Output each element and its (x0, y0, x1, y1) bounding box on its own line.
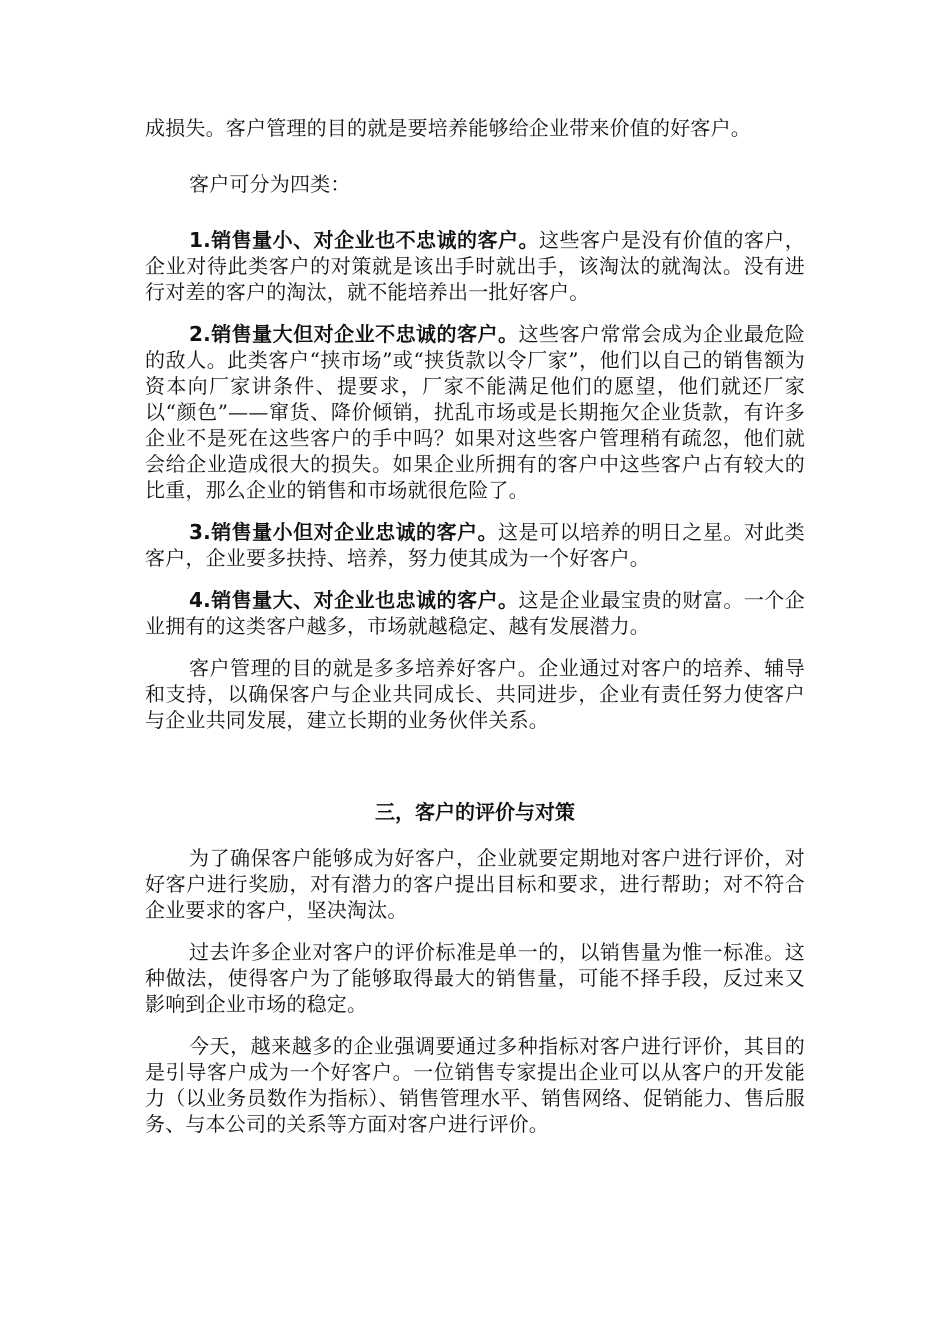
category-lead-4: 4.销售量大、对企业也忠诚的客户。 (189, 588, 519, 612)
paragraph-continuation: 成损失。客户管理的目的就是要培养能够给企业带来价值的好客户。 (145, 116, 751, 140)
category-text-4: 这是企业最宝贵的财富。一个企业拥有的这类客户越多，市场就越稳定、越有发展潜力。 (145, 588, 805, 638)
document-page (145, 115, 805, 1137)
category-lead-1: 1.销售量小、对企业也不忠诚的客户。 (189, 228, 539, 252)
category-text-3: 这是可以培养的明日之星。对此类客户，企业要多扶持、培养，努力使其成为一个好客户。 (145, 520, 805, 570)
section-heading: 三，客户的评价与对策 (375, 800, 575, 824)
category-lead-2: 2.销售量大但对企业不忠诚的客户。 (189, 322, 519, 346)
paragraph-intro: 客户可分为四类： (189, 172, 351, 196)
category-item-4 (145, 587, 805, 639)
category-text-1: 这些客户是没有价值的客户，企业对待此类客户的对策就是该出手时就出手，该淘汰的就淘汰。没有进行对差的客户的淘汰，就不能培养出一批好客户。 (145, 228, 805, 304)
paragraph-summary: 客户管理的目的就是多多培养好客户。企业通过对客户的培养、辅导和支持，以确保客户与企业共同成长、共同进步，企业有责任努力使客户与企业共同发展，建立长期的业务伙伴关系。 (145, 656, 805, 732)
section-paragraph-3: 今天，越来越多的企业强调要通过多种指标对客户进行评价，其目的是引导客户成为一个好客户。一位销售专家提出企业可以从客户的开发能力（以业务员数作为指标）、销售管理水平、销售网络、促销能力、售后服务、与本公司的关系等方面对客户进行评价。 (145, 1034, 805, 1136)
category-item-3 (145, 519, 805, 571)
section-paragraph-1: 为了确保客户能够成为好客户，企业就要定期地对客户进行评价，对好客户进行奖励，对有潜力的客户提出目标和要求，进行帮助；对不符合企业要求的客户，坚决淘汰。 (145, 846, 805, 922)
category-text-2: 这些客户常常会成为企业最危险的敌人。此类客户“挟市场”或“挟货款以令厂家”，他们以自己的销售额为资本向厂家讲条件、提要求，厂家不能满足他们的愿望，他们就还厂家以“颜色”——窜货、降价倾销，扰乱市场或是长期拖欠企业货款，有许多企业不是死在这些客户的手中吗？如果对这些客户管理稍有疏忽，他们就会给企业造成很大的损失。如果企业所拥有的客户中这些客户占有较大的比重，那么企业的销售和市场就很危险了。 (145, 322, 805, 502)
category-item-2 (145, 321, 805, 503)
category-item-1 (145, 227, 805, 305)
section-paragraph-2: 过去许多企业对客户的评价标准是单一的，以销售量为惟一标准。这种做法，使得客户为了能够取得最大的销售量，可能不择手段，反过来又影响到企业市场的稳定。 (145, 940, 805, 1016)
category-lead-3: 3.销售量小但对企业忠诚的客户。 (189, 520, 498, 544)
